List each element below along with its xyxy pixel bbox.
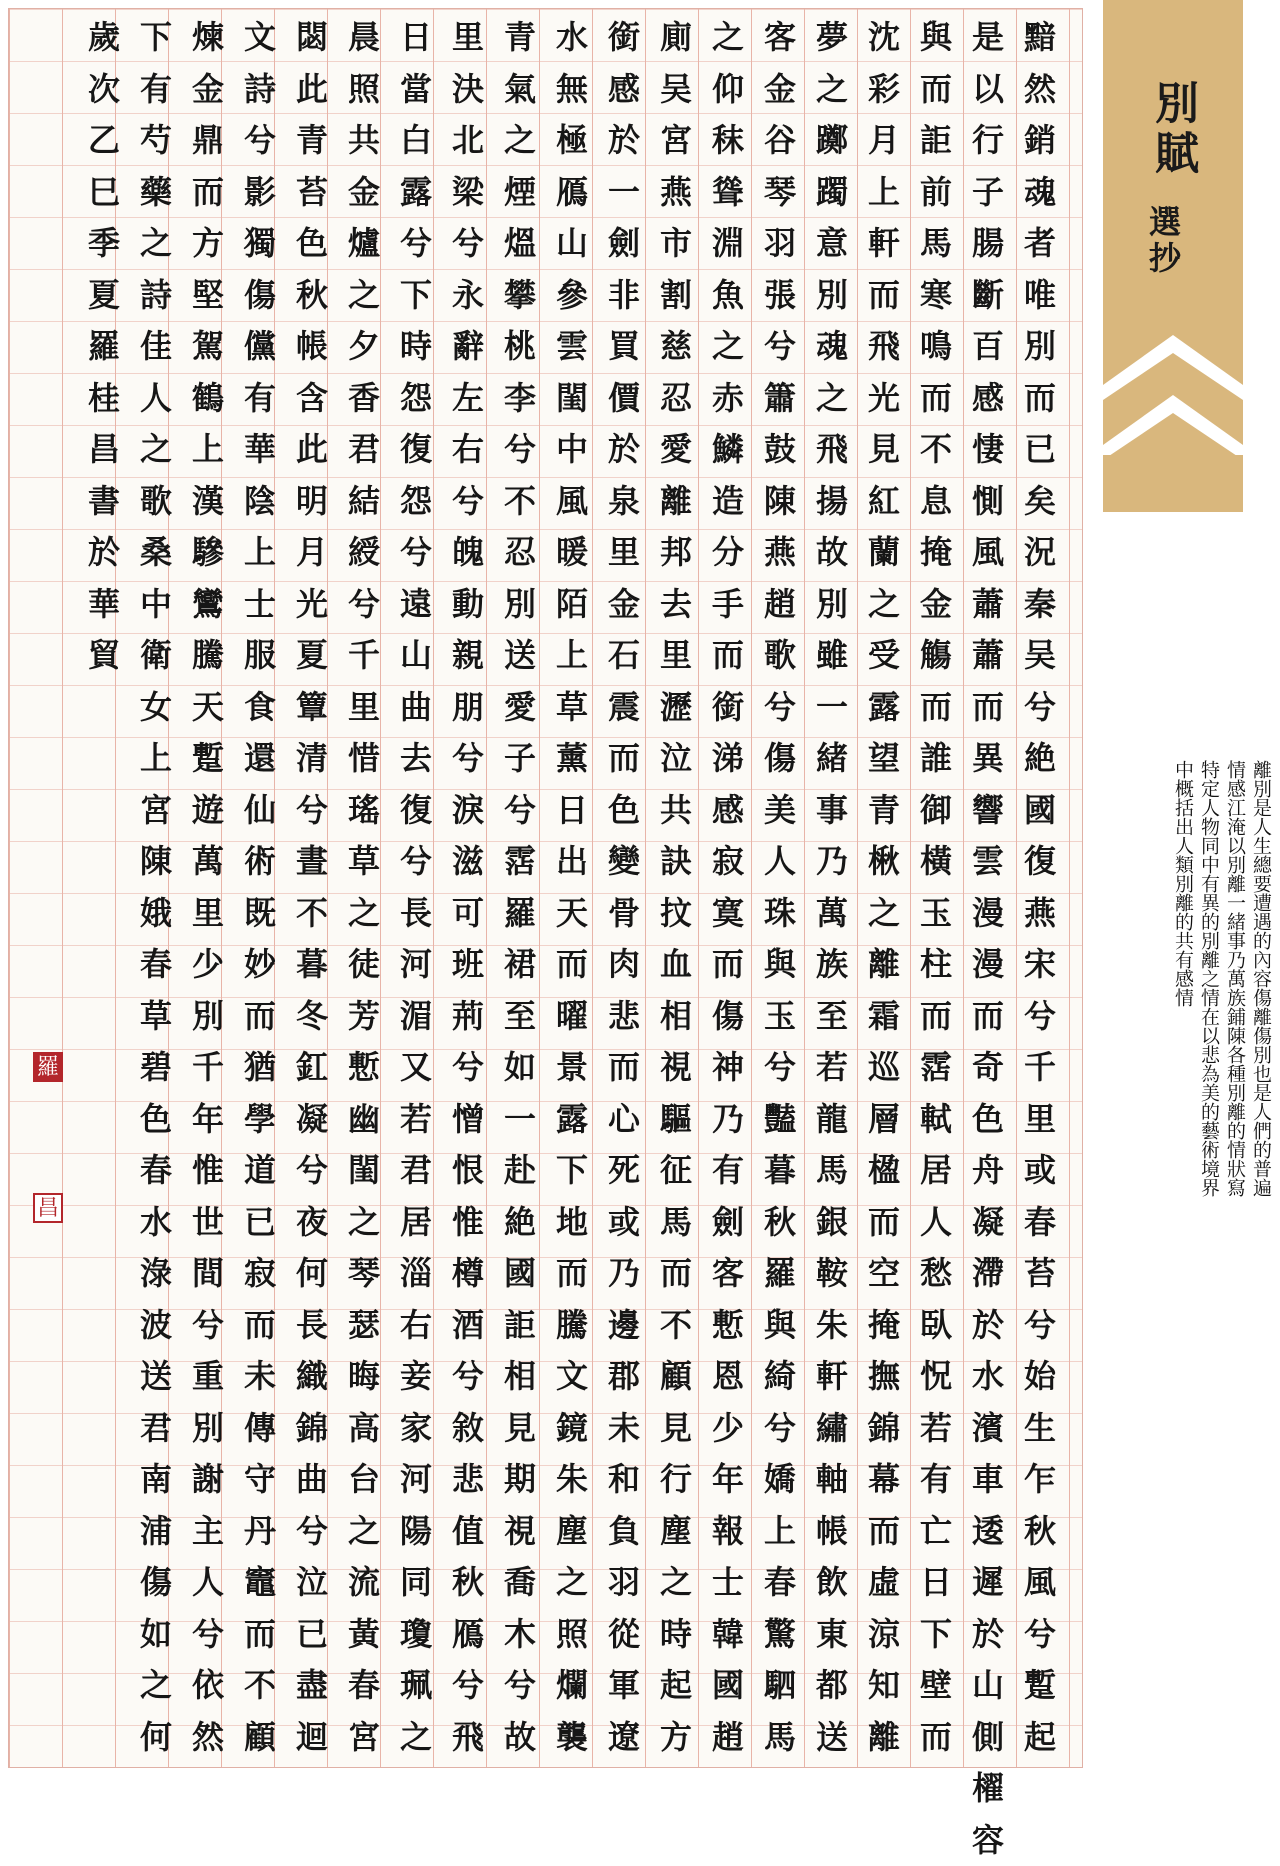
text-column: 與 而 詎 前 馬 寒 鳴 而 不 息 掩 金 觴 而 誰 御 橫 玉 柱 而 霑 軾 居 人 愁 臥 怳 若 有 亡 日 下 壁 而 [919, 18, 952, 1756]
text-column: 下 有 芍 藥 之 詩 佳 人 之 歌 桑 中 衛 女 上 宮 陳 娥 春 草 碧 色 春 水 淥 波 送 君 南 浦 傷 如 之 何 [139, 18, 172, 1756]
text-column: 晨 照 共 金 爐 之 夕 香 君 結 綬 兮 千 里 惜 瑤 草 之 徒 芳 慙 幽 閨 之 琴 瑟 晦 高 台 之 流 黃 春 宮 [347, 18, 380, 1756]
text-column: 客 金 谷 琴 羽 張 兮 簫 鼓 陳 燕 趙 歌 兮 傷 美 人 珠 與 玉 兮 豔 暮 秋 羅 與 綺 兮 嬌 上 春 驚 駟 馬 [763, 18, 796, 1756]
text-column: 煉 金 鼎 而 方 堅 駕 鶴 上 漢 驂 鸞 騰 天 蹔 遊 萬 里 少 別 千 年 惟 世 間 兮 重 別 謝 主 人 兮 依 然 [191, 18, 224, 1756]
seal-stamp-2: 昌 [33, 1193, 63, 1223]
seal-stamp-1: 羅 [33, 1052, 63, 1082]
text-column: 青 氣 之 煙 熅 攀 桃 李 兮 不 忍 別 送 愛 子 兮 霑 羅 裙 至 如 一 赴 絶 國 詎 相 見 期 視 喬 木 兮 故 [503, 18, 536, 1756]
text-column: 文 詩 兮 影 獨 傷 儻 有 華 陰 上 士 服 食 還 仙 術 既 妙 而 猶 學 道 已 寂 而 未 傳 守 丹 竈 而 不 顧 [243, 18, 276, 1756]
title-sub: 選抄 [1144, 205, 1182, 277]
text-column: 里 決 北 梁 兮 永 辭 左 右 兮 魄 動 親 朋 兮 淚 滋 可 班 荊 兮 憎 恨 惟 樽 酒 兮 敘 悲 值 秋 鴈 兮 飛 [451, 18, 484, 1756]
title-main: 別賦 [1147, 80, 1198, 180]
explanatory-note: 離別是人生總要遭遇的內容傷離傷別也是人們的普遍情感江淹以別離一緒事乃萬族鋪陳各種別離的情狀寫特定人物同中有異的別離之情在以悲為美的藝術境界中概括出人類別離的共有感情 [1172, 760, 1272, 1197]
text-column: 水 無 極 鴈 山 參 雲 閨 中 風 暖 陌 上 草 薰 日 出 天 而 曜 景 露 下 地 而 騰 文 鏡 朱 塵 之 照 爛 襲 [555, 18, 588, 1756]
text-column: 夢 之 躑 躅 意 別 魂 之 飛 揚 故 別 雖 一 緒 事 乃 萬 族 至 若 龍 馬 銀 鞍 朱 軒 繡 軸 帳 飲 東 都 送 [815, 18, 848, 1756]
text-column: 銜 感 於 一 劍 非 買 價 於 泉 里 金 石 震 而 色 變 骨 肉 悲 而 心 死 或 乃 邊 郡 未 和 負 羽 從 軍 遼 [607, 18, 640, 1756]
chevron-up-icon [1103, 325, 1243, 455]
text-column: 之 仰 秣 聳 淵 魚 之 赤 鱗 造 分 手 而 銜 涕 感 寂 寞 而 傷 神 乃 有 劍 客 慙 恩 少 年 報 士 韓 國 趙 [711, 18, 744, 1756]
text-column: 黯 然 銷 魂 者 唯 別 而 已 矣 況 秦 吴 兮 絶 國 復 燕 宋 兮 千 里 或 春 苔 兮 始 生 乍 秋 風 兮 蹔 起 [1023, 18, 1056, 1756]
text-column: 是 以 行 子 腸 斷 百 感 悽 惻 風 蕭 蕭 而 異 響 雲 漫 漫 而 奇 色 舟 凝 滯 於 水 濱 車 逶 遲 於 山 側 櫂 容 [971, 18, 1004, 1859]
text-column: 日 當 白 露 兮 下 時 怨 復 怨 兮 遠 山 曲 去 復 兮 長 河 湄 又 若 君 居 淄 右 妾 家 河 陽 同 瓊 珮 之 [399, 18, 432, 1756]
text-column: 廁 吴 宮 燕 市 割 慈 忍 愛 離 邦 去 里 瀝 泣 共 訣 抆 血 相 視 驅 征 馬 而 不 顧 見 行 塵 之 時 起 方 [659, 18, 692, 1756]
text-column: 閟 此 青 苔 色 秋 帳 含 此 明 月 光 夏 簟 清 兮 晝 不 暮 冬 釭 凝 兮 夜 何 長 織 錦 曲 兮 泣 已 盡 迴 [295, 18, 328, 1756]
text-column: 沈 彩 月 上 軒 而 飛 光 見 紅 蘭 之 受 露 望 青 楸 之 離 霜 巡 層 楹 而 空 掩 撫 錦 幕 而 虛 涼 知 離 [867, 18, 900, 1756]
calligraphy-columns [26, 12, 1066, 1859]
text-column: 歲 次 乙 巳 季 夏 羅 桂 昌 書 於 華 貿 [87, 18, 120, 674]
